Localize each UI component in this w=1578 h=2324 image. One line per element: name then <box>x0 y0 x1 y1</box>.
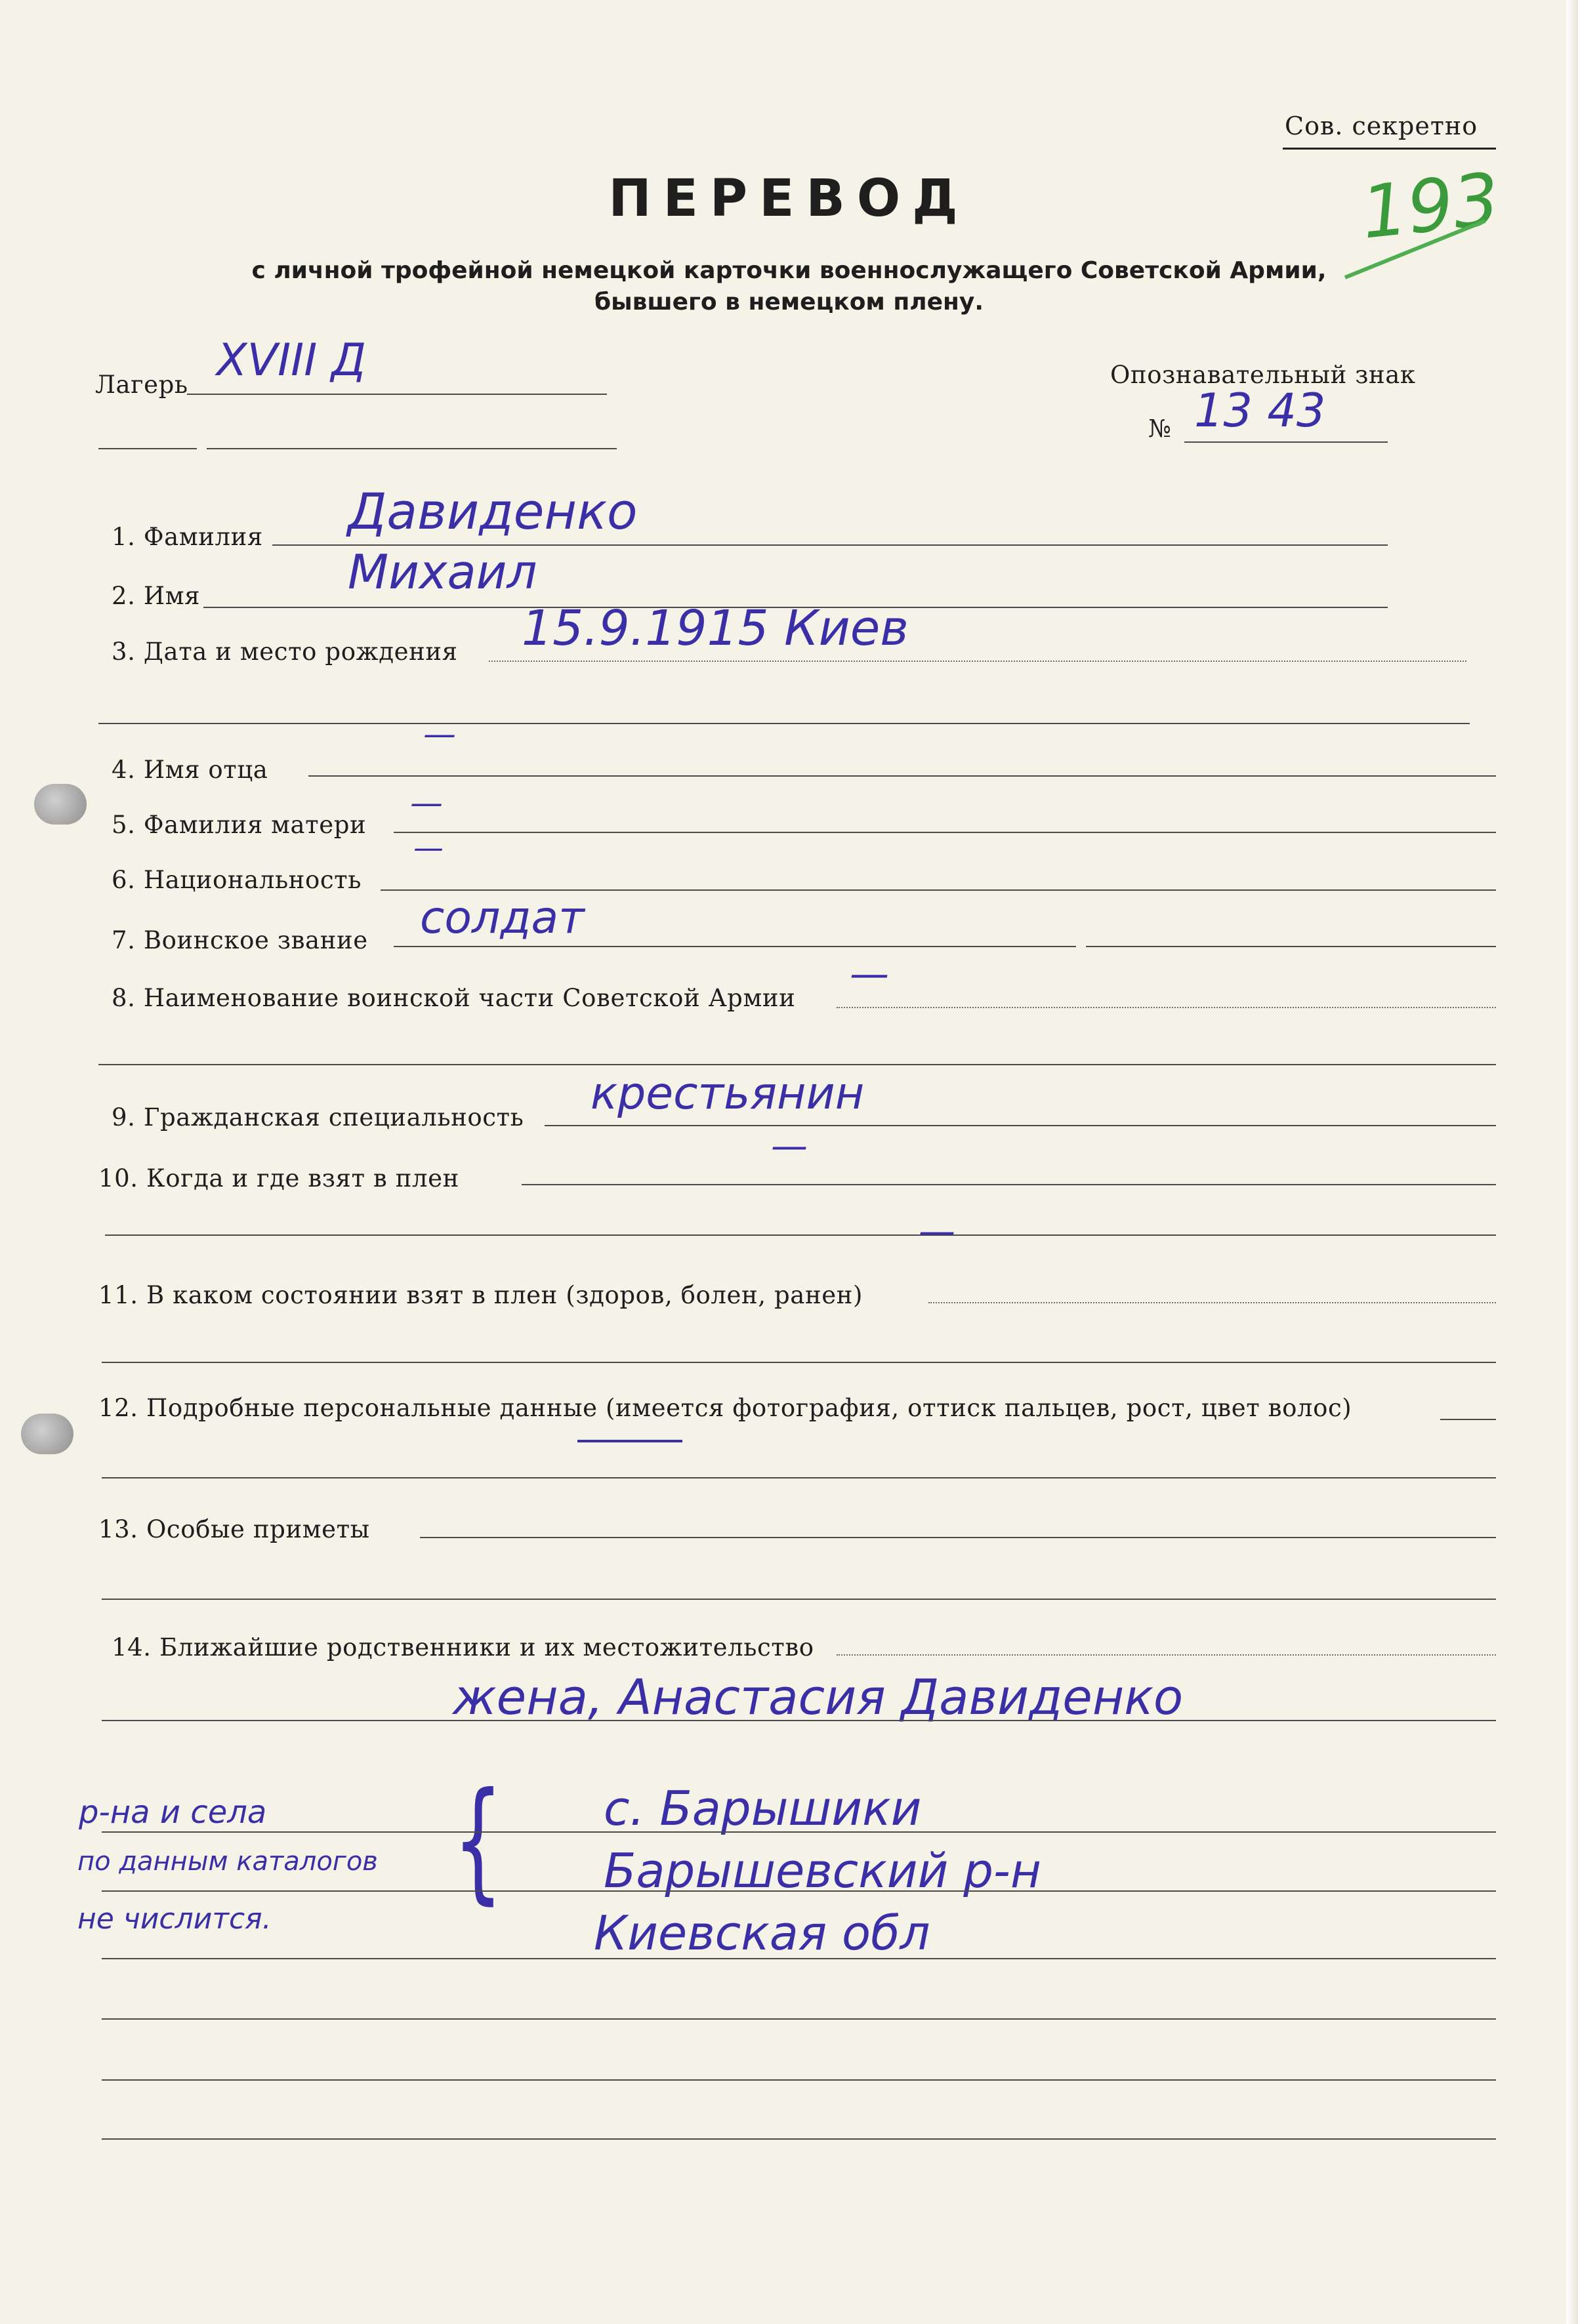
punch-hole-bottom <box>21 1414 73 1454</box>
field-10-value: — <box>771 1125 808 1168</box>
camp-label: Лагерь <box>95 371 188 399</box>
archive-number: 193 <box>1357 157 1504 255</box>
address-line-2: Барышевский р-н <box>604 1843 1041 1898</box>
field-7-line <box>394 946 1076 947</box>
ident-line <box>1184 441 1388 443</box>
address-line-2-rule <box>102 1890 1496 1892</box>
camp-value: XVIII Д <box>217 335 367 386</box>
field-6-label: 6. Национальность <box>112 866 362 894</box>
field-8-value: — <box>850 951 889 997</box>
field-10-label: 10. Когда и где взят в плен <box>98 1164 459 1193</box>
subtitle-line-2: бывшего в немецком плену. <box>594 289 984 316</box>
subtitle-line-1: с личной трофейной немецкой карточки военнослужащего Советской Армии, <box>251 257 1327 284</box>
field-3-line-2 <box>98 723 1470 724</box>
field-12-line-2 <box>102 1477 1496 1478</box>
field-6-line <box>381 889 1496 891</box>
ident-label: Опознавательный знак <box>1110 361 1416 389</box>
blank-line-2 <box>102 2079 1496 2081</box>
field-13-line <box>420 1537 1496 1538</box>
field-2-value: Михаил <box>348 544 537 600</box>
field-10-line <box>522 1184 1496 1185</box>
field-13-label: 13. Особые приметы <box>98 1515 370 1543</box>
margin-note-line-2: по данным каталогов <box>77 1846 378 1877</box>
secret-underline <box>1283 148 1496 150</box>
camp-line <box>187 394 607 395</box>
field-10-line-2 <box>105 1234 1496 1236</box>
field-7-value: солдат <box>420 892 585 944</box>
field-6-value: — <box>413 830 444 865</box>
field-3-label: 3. Дата и место рождения <box>112 638 458 666</box>
field-5-line <box>394 832 1496 833</box>
ident-value: 13 43 <box>1194 384 1326 438</box>
field-9-value: крестьянин <box>591 1068 865 1120</box>
page-title: ПЕРЕВОД <box>608 169 970 228</box>
field-14-line-2 <box>102 1720 1496 1721</box>
margin-note-line-1: р-на и села <box>79 1794 267 1831</box>
field-3-value: 15.9.1915 Киев <box>522 600 909 657</box>
margin-note-line-3: не числится. <box>77 1902 272 1936</box>
field-4-value: — <box>423 715 456 753</box>
field-2-label: 2. Имя <box>112 582 201 610</box>
field-10-value-2: — <box>919 1210 955 1253</box>
field-7-line-b <box>1086 946 1496 947</box>
address-line-3: Киевская обл <box>594 1906 930 1961</box>
field-14-line <box>837 1654 1496 1656</box>
camp-line-2b <box>207 448 617 449</box>
field-12-line <box>1440 1419 1496 1420</box>
field-1-label: 1. Фамилия <box>112 523 263 551</box>
field-8-line-2 <box>98 1064 1496 1065</box>
address-line-1-rule <box>102 1831 1496 1833</box>
field-14-label: 14. Ближайшие родственники и их местожительство <box>112 1633 814 1661</box>
field-7-label: 7. Воинское звание <box>112 926 368 954</box>
field-11-line-2 <box>102 1362 1496 1363</box>
address-line-1: с. Барышики <box>604 1781 922 1836</box>
blank-line-3 <box>102 2138 1496 2140</box>
field-11-label: 11. В каком состоянии взят в плен (здоров, болен, ранен) <box>98 1281 863 1309</box>
blank-line-1 <box>102 2018 1496 2020</box>
address-brace: { <box>453 1764 503 1917</box>
field-14-value: жена, Анастасия Давиденко <box>453 1669 1184 1726</box>
paper-edge <box>1566 0 1578 2324</box>
field-9-label: 9. Гражданская специальность <box>112 1103 524 1131</box>
field-3-line <box>489 661 1466 662</box>
field-5-label: 5. Фамилия матери <box>112 811 367 839</box>
field-4-line <box>308 775 1496 777</box>
field-8-label: 8. Наименование воинской части Советской Армии <box>112 984 796 1012</box>
field-8-line <box>837 1007 1496 1008</box>
field-1-value: Давиденко <box>348 482 638 540</box>
field-13-line-2 <box>102 1599 1496 1600</box>
field-4-label: 4. Имя отца <box>112 756 268 784</box>
field-12-label: 12. Подробные персональные данные (имеется фотография, оттиск пальцев, рост, цвет волос) <box>98 1394 1352 1422</box>
field-9-line <box>545 1125 1496 1126</box>
punch-hole-top <box>34 784 87 825</box>
address-line-3-rule <box>102 1958 1496 1959</box>
field-11-line <box>928 1302 1496 1303</box>
field-12-underline-hw <box>577 1440 682 1442</box>
field-5-value: — <box>410 784 443 822</box>
secret-mark: Сов. секретно <box>1285 112 1478 140</box>
ident-num-label: № <box>1148 415 1172 443</box>
camp-line-2a <box>98 448 197 449</box>
